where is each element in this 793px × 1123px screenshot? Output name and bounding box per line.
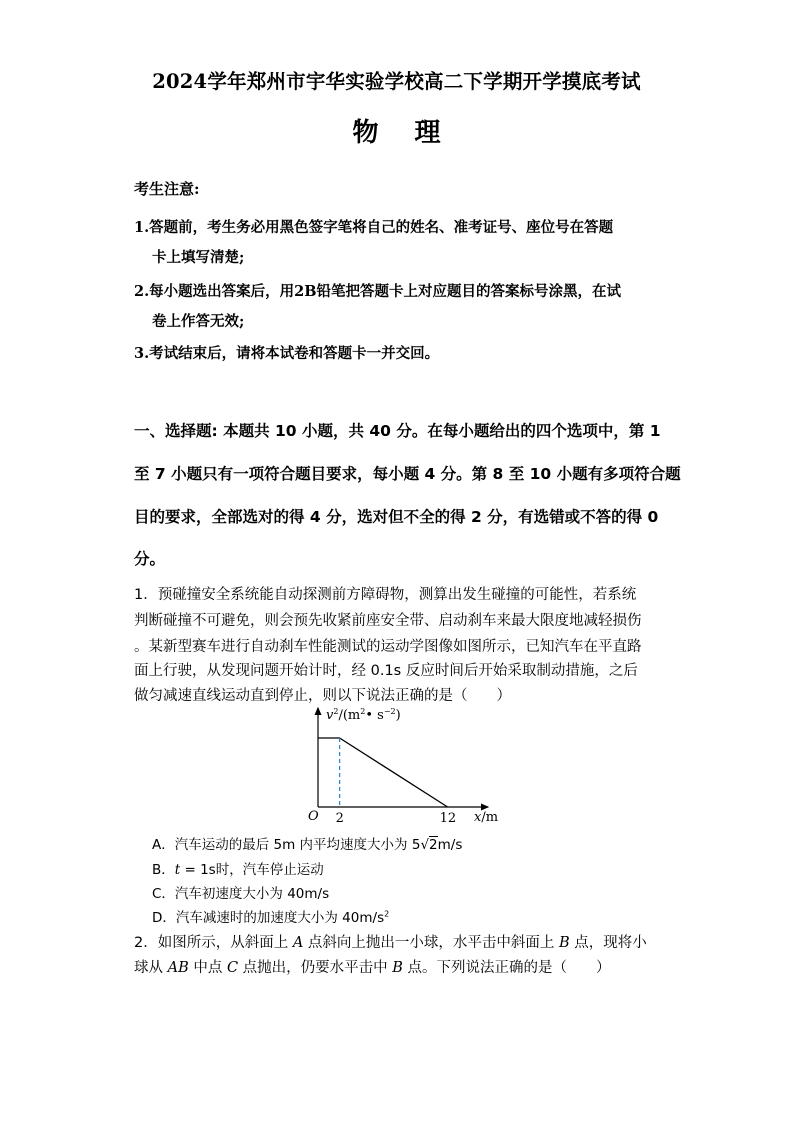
subject-title: [0, 112, 793, 149]
sqrt-icon: √: [420, 837, 430, 853]
q1-line-2: 判断碰撞不可避免，则会预先收紧前座安全带、启动刹车来最大限度地减轻损伤: [134, 613, 642, 629]
q1-line-4: 面上行驶，从发现问题开始计时，经 0.1s 反应时间后开始采取制动措施，之后: [134, 663, 638, 679]
point-b-label: B: [559, 935, 570, 951]
segment-ab-label: AB: [167, 960, 189, 976]
q2-text: 中点: [188, 960, 227, 976]
q1-option-a[interactable]: [152, 833, 462, 853]
point-c-label: C: [226, 960, 239, 976]
point-b-label: B: [392, 960, 403, 976]
notice-item-2: 2.每小题选出答案后，用2B铅笔把答题卡上对应题目的答案标号涂黑，在试: [134, 283, 621, 300]
q1-option-b[interactable]: [152, 858, 324, 878]
q2-text: 点抛出，仍要水平击中: [238, 960, 393, 976]
section-heading-line-3: 目的要求，全部选对的得 4 分，选对但不全的得 2 分，有选错或不答的得 0: [134, 508, 659, 526]
subject-char-2: 理: [414, 118, 441, 148]
q2-text: 点。下列说法正确的是（ ）: [402, 960, 611, 976]
section-heading-line-1: 一、选择题: 本题共 10 小题，共 40 分。在每小题给出的四个选项中，第 1: [134, 422, 661, 440]
q1-option-a-text: A．汽车运动的最后 5m 内平均速度大小为 5: [152, 837, 421, 853]
q1-option-b-var: t: [174, 862, 181, 878]
q2-text: 球从: [134, 960, 168, 976]
notice-item-2-cont: 卷上作答无效;: [152, 313, 245, 330]
q1-option-d-text: D．汽车减速时的加速度大小为 40m/s: [152, 910, 385, 926]
q1-option-b-prefix: B．: [152, 862, 175, 878]
origin-label: O: [308, 809, 319, 824]
q1-graph: [300, 702, 500, 830]
q1-option-c[interactable]: C．汽车初速度大小为 40m/s: [152, 886, 330, 902]
q1-series-line: [318, 738, 448, 807]
q2-text: 点，现将小: [569, 935, 647, 951]
notice-item-1-cont: 卡上填写清楚;: [152, 249, 245, 266]
q2-text: 2．如图所示，从斜面上: [134, 935, 293, 951]
point-a-label: A: [292, 935, 304, 951]
q1-line-1: 1．预碰撞安全系统能自动探测前方障碍物，测算出发生碰撞的可能性，若系统: [134, 587, 637, 603]
q1-option-a-root: 2: [429, 837, 438, 853]
q1-option-d-sup: 2: [384, 909, 390, 919]
section-heading-line-4: 分。: [134, 550, 166, 568]
y-axis-label: $v^2/(m^2•$ $s^{-2}$): [326, 707, 401, 723]
q1-option-a-unit: m/s: [437, 837, 463, 853]
q2-line-2: [134, 956, 611, 977]
q1-option-d[interactable]: [152, 906, 389, 926]
q2-text: 点斜向上抛出一小球，水平击中斜面上: [303, 935, 560, 951]
section-heading-line-2: 至 7 小题只有一项符合题目要求，每小题 4 分。第 8 至 10 小题有多项符合题: [134, 465, 681, 483]
q1-line-5: 做匀减速直线运动直到停止，则以下说法正确的是（ ）: [134, 688, 511, 704]
q2-line-1: [134, 931, 647, 952]
x-axis-label: x/m: [474, 810, 499, 825]
notice-item-3: 3.考试结束后，请将本试卷和答题卡一并交回。: [134, 345, 440, 362]
x-tick-12: 12: [439, 811, 457, 826]
notice-item-1: 1.答题前，考生务必用黑色签字笔将自己的姓名、准考证号、座位号在答题: [134, 219, 614, 236]
exam-title: 2024学年郑州市宇华实验学校高二下学期开学摸底考试: [152, 70, 641, 93]
subject-char-1: 物: [352, 118, 379, 148]
q1-line-3: 。某新型赛车进行自动刹车性能测试的运动学图像如图所示，已知汽车在平直路: [134, 639, 642, 655]
q1-option-b-text: = 1s时，汽车停止运动: [180, 862, 324, 878]
notice-heading: 考生注意:: [134, 180, 200, 198]
x-tick-2: 2: [335, 811, 344, 826]
